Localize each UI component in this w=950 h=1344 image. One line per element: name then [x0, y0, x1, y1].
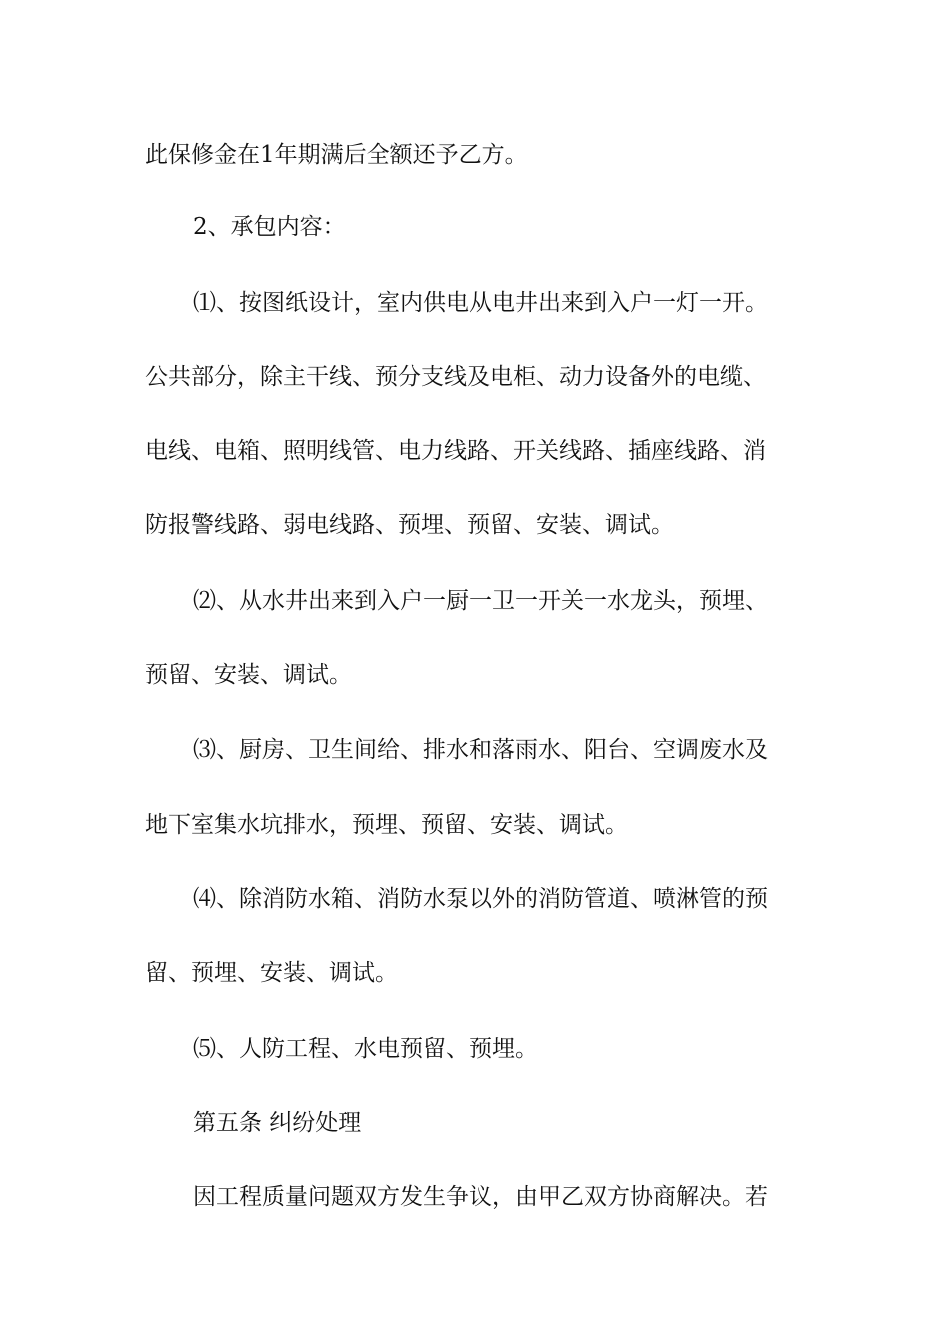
section-heading: 第五条 纠纷处理	[193, 1110, 362, 1136]
paragraph-line: 电线、电箱、照明线管、电力线路、开关线路、插座线路、消	[145, 438, 766, 464]
paragraph-line: 预留、安装、调试。	[145, 662, 352, 688]
paragraph-line: 公共部分，除主干线、预分支线及电柜、动力设备外的电缆、	[145, 364, 766, 390]
paragraph-line: 此保修金在1年期满后全额还予乙方。	[145, 142, 528, 168]
section-heading: 2、承包内容：	[193, 214, 346, 240]
paragraph-line: ⑷、除消防水箱、消防水泵以外的消防管道、喷淋管的预	[193, 886, 768, 912]
paragraph-line: 地下室集水坑排水，预埋、预留、安装、调试。	[145, 812, 628, 838]
paragraph-line: ⑴、按图纸设计，室内供电从电井出来到入户一灯一开。	[193, 290, 768, 316]
paragraph-line: ⑶、厨房、卫生间给、排水和落雨水、阳台、空调废水及	[193, 737, 768, 763]
paragraph-line: 防报警线路、弱电线路、预埋、预留、安装、调试。	[145, 512, 674, 538]
paragraph-line: ⑵、从水井出来到入户一厨一卫一开关一水龙头，预埋、	[193, 588, 768, 614]
paragraph-line: 留、预埋、安装、调试。	[145, 960, 398, 986]
paragraph-line: 因工程质量问题双方发生争议，由甲乙双方协商解决。若	[193, 1184, 768, 1210]
paragraph-line: ⑸、人防工程、水电预留、预埋。	[193, 1036, 538, 1062]
